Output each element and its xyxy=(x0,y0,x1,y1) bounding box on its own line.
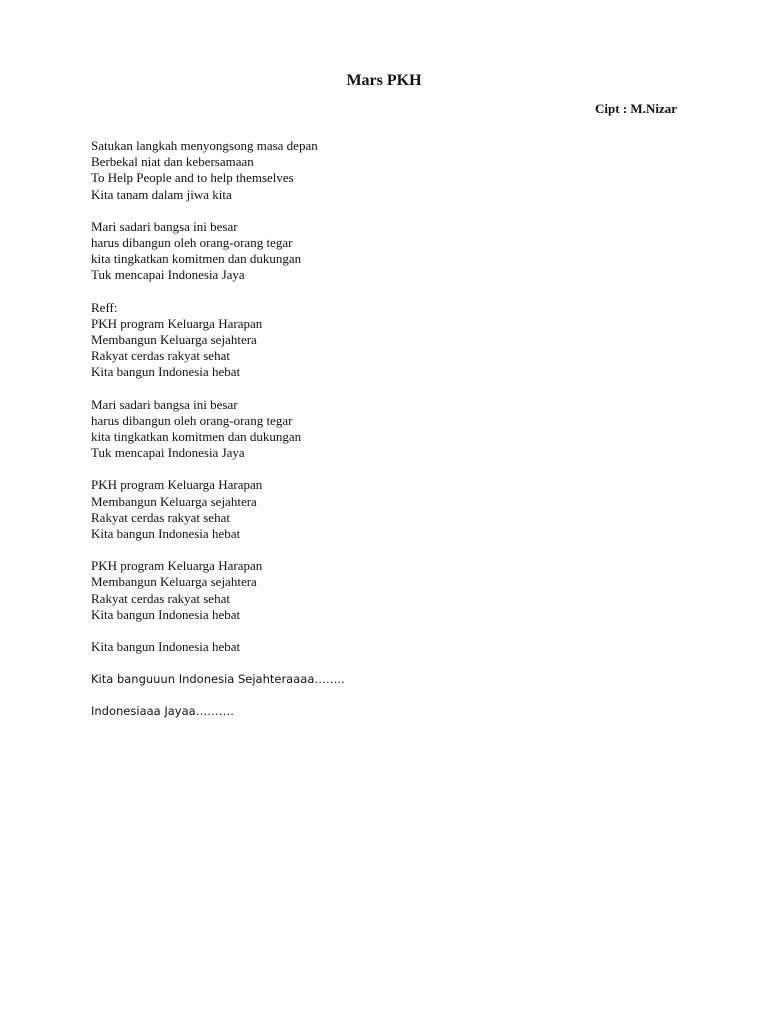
lyric-line: Satukan langkah menyongsong masa depan xyxy=(91,138,318,153)
lyric-line: Membangun Keluarga sejahtera xyxy=(91,332,257,348)
song-title: Mars PKH xyxy=(346,72,422,89)
lyric-line: Kita bangun Indonesia hebat xyxy=(91,526,241,542)
lyrics-body xyxy=(91,138,691,736)
lyric-line: Mari sadari bangsa ini besar xyxy=(91,396,238,412)
lyric-line: Rakyat cerdas rakyat sehat xyxy=(91,348,230,364)
stanza-reff xyxy=(91,300,691,381)
lyric-line: PKH program Keluarga Harapan xyxy=(91,558,263,574)
lyric-line: Kita tanam dalam jiwa kita xyxy=(91,186,232,202)
lyric-line: Berbekal niat dan kebersamaan xyxy=(91,154,254,170)
lyric-line: Kita bangun Indonesia hebat xyxy=(91,639,241,655)
lyric-line: harus dibangun oleh orang-orang tegar xyxy=(91,235,293,251)
reff-label: Reff: xyxy=(91,299,118,315)
lyric-line: kita tingkatkan komitmen dan dukungan xyxy=(91,251,302,267)
lyric-line: Membangun Keluarga sejahtera xyxy=(91,493,257,509)
stanza-4 xyxy=(91,397,691,462)
lyric-line: Rakyat cerdas rakyat sehat xyxy=(91,509,230,525)
closing-line-1 xyxy=(91,671,691,687)
lyric-line: Tuk mencapai Indonesia Jaya xyxy=(91,445,245,461)
stanza-7 xyxy=(91,639,691,655)
closing-line-2 xyxy=(91,703,691,719)
closing-line: Kita banguuun Indonesia Sejahteraaaa…….. xyxy=(91,672,345,687)
stanza-5 xyxy=(91,477,691,542)
song-author: Cipt : M.Nizar xyxy=(595,101,677,116)
lyric-line: Mari sadari bangsa ini besar xyxy=(91,218,238,234)
closing-line: Indonesiaaa Jayaa………. xyxy=(91,704,234,719)
lyric-line: kita tingkatkan komitmen dan dukungan xyxy=(91,429,302,445)
stanza-1 xyxy=(91,138,691,203)
lyric-line: harus dibangun oleh orang-orang tegar xyxy=(91,412,293,428)
stanza-2 xyxy=(91,219,691,284)
lyric-line: Tuk mencapai Indonesia Jaya xyxy=(91,267,245,283)
lyric-line: PKH program Keluarga Harapan xyxy=(91,477,263,493)
lyric-line: Rakyat cerdas rakyat sehat xyxy=(91,590,230,606)
lyric-line: PKH program Keluarga Harapan xyxy=(91,315,263,331)
stanza-6 xyxy=(91,558,691,623)
lyric-line: To Help People and to help themselves xyxy=(91,170,294,186)
lyric-line: Membangun Keluarga sejahtera xyxy=(91,574,257,590)
lyric-line: Kita bangun Indonesia hebat xyxy=(91,606,241,622)
lyric-line: Kita bangun Indonesia hebat xyxy=(91,364,241,380)
